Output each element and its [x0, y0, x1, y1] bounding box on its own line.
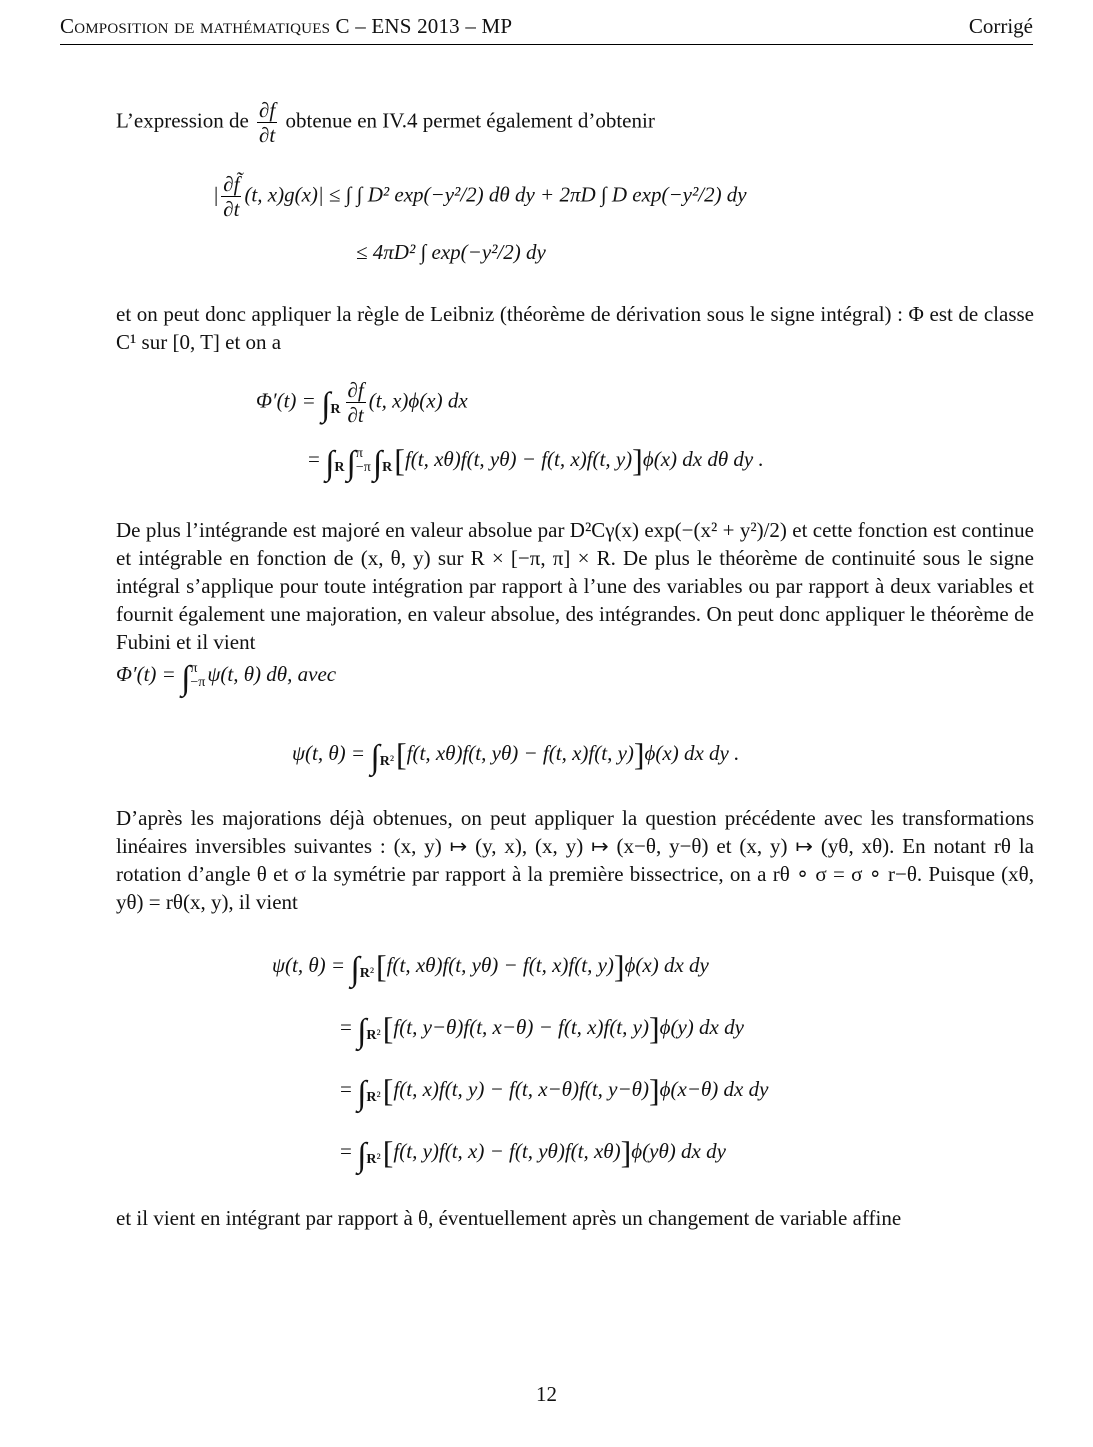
fubini-end-text: ψ(t, θ) dθ, avec	[207, 662, 337, 686]
paragraph-intro	[116, 98, 1034, 147]
equation-phi-prime-text1: (t, x)ϕ(x) dx	[368, 388, 468, 413]
equation-psi-chain-line4: = ∫ R²[f(t, y)f(t, x) − f(t, yθ)f(t, xθ)]ϕ(yθ) dx dy	[340, 1134, 726, 1174]
paragraph-fubini-end: Φ′(t) = ∫π −πψ(t, θ) dθ, avec	[116, 660, 337, 697]
header-title: Composition de mathématiques C – ENS 2013 – MP	[60, 14, 513, 38]
equation-bound-text1: (t, x)g(x)| ≤ ∫ ∫ D² exp(−y²/2) dθ dy + 2πD ∫ D exp(−y²/2) dy	[244, 182, 747, 207]
equation-psi-chain-line2: = ∫ R²[f(t, y−θ)f(t, x−θ) − f(t, x)f(t, y)]ϕ(y) dx dy	[340, 1010, 744, 1050]
fraction-numerator: ∂f	[259, 98, 276, 122]
paragraph-transformations: D’après les majorations déjà obtenues, on peut appliquer la question précédente avec les transformations linéaires inversibles suivantes : (x, y) ↦ (y, x), (x, y) ↦ (x−θ, y−θ) et (x, y) ↦ (yθ, xθ). En notant rθ la rotation d’angle θ et σ la symétrie par rapport à la première bissectrice, on a rθ ∘ σ = σ ∘ r−θ. Puisque (xθ, yθ) = rθ(x, y), il vient	[116, 806, 1034, 914]
equation-phi-prime-line1: Φ′(t) = ∫ R $\frac{\partial f}{\partial t}$ (t, x)ϕ(x) dx	[256, 378, 468, 427]
equation-psi-definition: ψ(t, θ) = ∫ R²[f(t, xθ)f(t, yθ) − f(t, x)f(t, y)]ϕ(x) dx dy .	[292, 736, 740, 776]
page-number: 12	[536, 1382, 557, 1406]
equation-phi-prime-tail: ϕ(x) dx dθ dy .	[642, 447, 764, 471]
equation-phi-prime-inner: f(t, xθ)f(t, yθ) − f(t, x)f(t, y)	[404, 447, 633, 471]
psi-chain-inner-4: f(t, y)f(t, x) − f(t, yθ)f(t, xθ)	[393, 1139, 621, 1163]
equation-psi-chain-line3: = ∫ R²[f(t, x)f(t, y) − f(t, x−θ)f(t, y−θ)]ϕ(x−θ) dx dy	[340, 1072, 769, 1112]
equation-bound-line1: | $\frac{\partial f̃}{\partial t}$ (t, x)g(x)| ≤ ∫ ∫ D² exp(−y²/2) dθ dy + 2πD ∫ D exp(−y²/2) dy	[214, 172, 747, 221]
psi-chain-tail-4: ϕ(yθ) dx dy	[631, 1139, 726, 1163]
paragraph-leibniz: et on peut donc appliquer la règle de Leibniz (théorème de dérivation sous le signe intégral) : Φ est de classe C¹ sur [0, T] et on a	[116, 302, 1034, 354]
psi-chain-tail-2: ϕ(y) dx dy	[659, 1015, 744, 1039]
equation-psi-chain-line1: ψ(t, θ) = ∫ R²[f(t, xθ)f(t, yθ) − f(t, x)f(t, y)]ϕ(x) dx dy	[272, 948, 709, 988]
fraction-denominator: ∂t	[259, 123, 276, 147]
intro-text-after: obtenue en IV.4 permet également d’obtenir	[285, 108, 655, 133]
psi-chain-tail-3: ϕ(x−θ) dx dy	[659, 1077, 769, 1101]
equation-bound-line2: ≤ 4πD² ∫ exp(−y²/2) dy	[356, 240, 546, 264]
partial-fraction	[257, 98, 277, 147]
psi-chain-inner-1: f(t, xθ)f(t, yθ) − f(t, x)f(t, y)	[386, 953, 614, 977]
equation-phi-prime-line2: = ∫ R∫π −π∫ R[f(t, xθ)f(t, yθ) − f(t, x)f(t, y)]ϕ(x) dx dθ dy .	[308, 442, 764, 482]
psi-definition-tail: ϕ(x) dx dy .	[644, 741, 740, 765]
running-header	[60, 14, 1033, 45]
psi-chain-inner-2: f(t, y−θ)f(t, x−θ) − f(t, x)f(t, y)	[393, 1015, 649, 1039]
header-label: Corrigé	[968, 14, 1033, 38]
intro-text-before: L’expression de	[116, 108, 249, 133]
paragraph-conclusion: et il vient en intégrant par rapport à θ, éventuellement après un changement de variable affine	[116, 1206, 902, 1230]
psi-definition-inner: f(t, xθ)f(t, yθ) − f(t, x)f(t, y)	[406, 741, 634, 765]
psi-chain-inner-3: f(t, x)f(t, y) − f(t, x−θ)f(t, y−θ)	[393, 1077, 649, 1101]
paragraph-fubini: De plus l’intégrande est majoré en valeur absolue par D²Cγ(x) exp(−(x² + y²)/2) et cette fonction est continue et intégrable en fonction de (x, θ, y) sur R × [−π, π] × R. De plus le théorème de continuité sous le signe intégral s’applique pour toute intégration par rapport à l’une des variables ou par rapport à deux variables et fournit également une majoration, en valeur absolue, des intégrandes. On peut donc appliquer le théorème de Fubini et il vient	[116, 518, 1034, 654]
psi-chain-tail-1: ϕ(x) dx dy	[624, 953, 709, 977]
